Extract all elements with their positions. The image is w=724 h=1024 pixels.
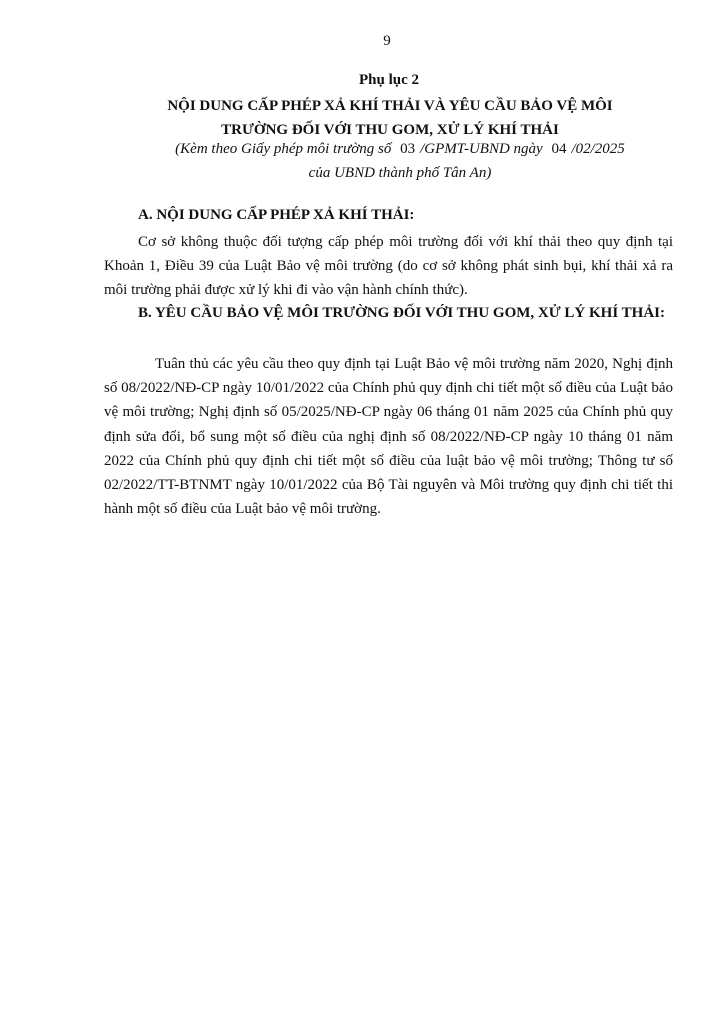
document-title xyxy=(110,94,670,142)
attachment-prefix: (Kèm theo Giấy phép môi trường số xyxy=(175,141,392,157)
attachment-line-1 xyxy=(110,137,690,161)
title-line-1: NỘI DUNG CẤP PHÉP XẢ KHÍ THẢI VÀ YÊU CẦU BẢO VỆ MÔI xyxy=(167,98,613,114)
section-a-body: Cơ sở không thuộc đối tượng cấp phép môi trường đối với khí thải theo quy định tại Khoản 1, Điều 39 của Luật Bảo vệ môi trường (do cơ sở không phát sinh bụi, khí thải xả ra môi trường phải được xử lý khi đi vào vận hành chính thức). xyxy=(104,234,673,299)
attachment-line-2: của UBND thành phố Tân An) xyxy=(308,165,492,181)
section-b-body: Tuân thủ các yêu cầu theo quy định tại Luật Bảo vệ môi trường năm 2020, Nghị định số 08/2022/NĐ-CP ngày 10/01/2022 của Chính phủ quy định chi tiết một số điều của Luật bảo vệ môi trường; Nghị định số 05/2025/NĐ-CP ngày 06 tháng 01 năm 2025 của Chính phủ quy định sửa đổi, bổ sung một số điều của nghị định số 08/2022/NĐ-CP ngày 10 tháng 01 năm 2022 của Chính phủ quy định chi tiết một số điều của luật bảo vệ môi trường; Thông tư số 02/2022/TT-BTNMT ngày 10/01/2022 của Bộ Tài nguyên và Môi trường quy định chi tiết thi hành một số điều của Luật bảo vệ môi trường. xyxy=(104,356,673,518)
permit-date-rest: /02/2025 xyxy=(571,141,625,157)
attachment-note xyxy=(110,137,690,185)
attachment-middle: /GPMT-UBND ngày xyxy=(420,141,543,157)
title-line-2: TRƯỜNG ĐỐI VỚI THU GOM, XỬ LÝ KHÍ THẢI xyxy=(221,122,559,138)
page-number: 9 xyxy=(383,33,391,49)
appendix-label: Phụ lục 2 xyxy=(358,72,419,88)
permit-number: 03 xyxy=(400,141,416,157)
section-b-heading: B. YÊU CẦU BẢO VỆ MÔI TRƯỜNG ĐỐI VỚI THU GOM, XỬ LÝ KHÍ THẢI: xyxy=(138,305,665,321)
permit-day: 04 xyxy=(551,141,567,157)
section-a-heading: A. NỘI DUNG CẤP PHÉP XẢ KHÍ THẢI: xyxy=(138,207,415,223)
